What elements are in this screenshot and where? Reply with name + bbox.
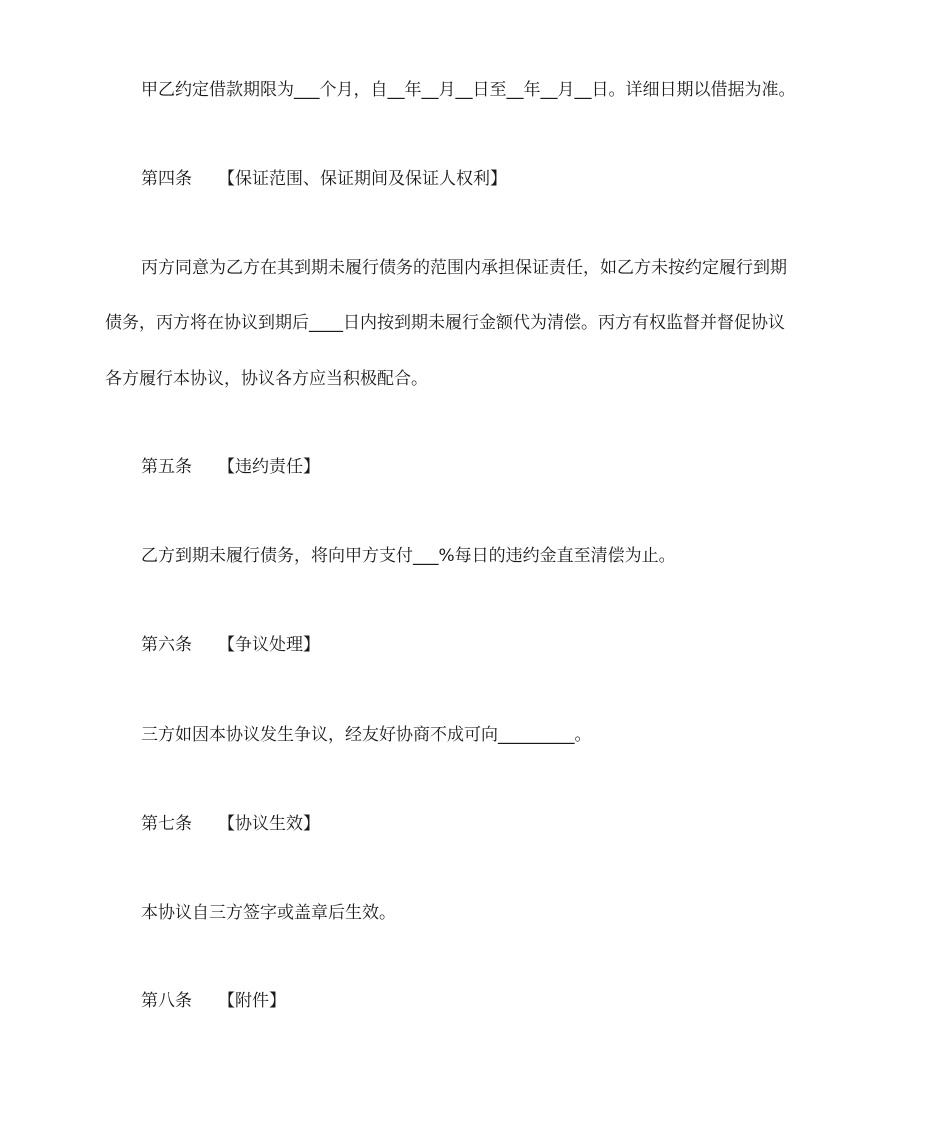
- article-6-number: 第六条: [141, 635, 192, 655]
- paragraph-guarantee-line-3: 各方履行本协议，协议各方应当积极配合。: [105, 369, 428, 389]
- paragraph-guarantee-line-1: 丙方同意为乙方在其到期未履行债务的范围内承担保证责任，如乙方未按约定履行到期: [141, 258, 787, 278]
- article-4-title: 【保证范围、保证期间及保证人权利】: [218, 169, 507, 189]
- article-8-heading: [141, 991, 286, 1011]
- article-6-heading: [141, 635, 320, 655]
- article-8-title: 【附件】: [218, 991, 286, 1011]
- paragraph-loan-term: 甲乙约定借款期限为___个月，自__年__月__日至__年__月__日。详细日期以借据为准。: [141, 80, 796, 100]
- article-7-title: 【协议生效】: [218, 814, 320, 834]
- paragraph-dispute: 三方如因本协议发生争议，经友好协商不成可向_________。: [141, 725, 592, 745]
- paragraph-guarantee-line-2: 债务，丙方将在协议到期后____日内按到期未履行金额代为清偿。丙方有权监督并督促协议: [105, 313, 785, 333]
- article-5-title: 【违约责任】: [218, 457, 320, 477]
- article-5-heading: [141, 457, 320, 477]
- paragraph-effect: 本协议自三方签字或盖章后生效。: [141, 903, 396, 923]
- article-4-heading: [141, 169, 507, 189]
- article-8-number: 第八条: [141, 991, 192, 1011]
- article-7-number: 第七条: [141, 814, 192, 834]
- article-7-heading: [141, 814, 320, 834]
- paragraph-breach: 乙方到期未履行债务，将向甲方支付___%每日的违约金直至清偿为止。: [141, 546, 676, 566]
- article-6-title: 【争议处理】: [218, 635, 320, 655]
- article-5-number: 第五条: [141, 457, 192, 477]
- article-4-number: 第四条: [141, 169, 192, 189]
